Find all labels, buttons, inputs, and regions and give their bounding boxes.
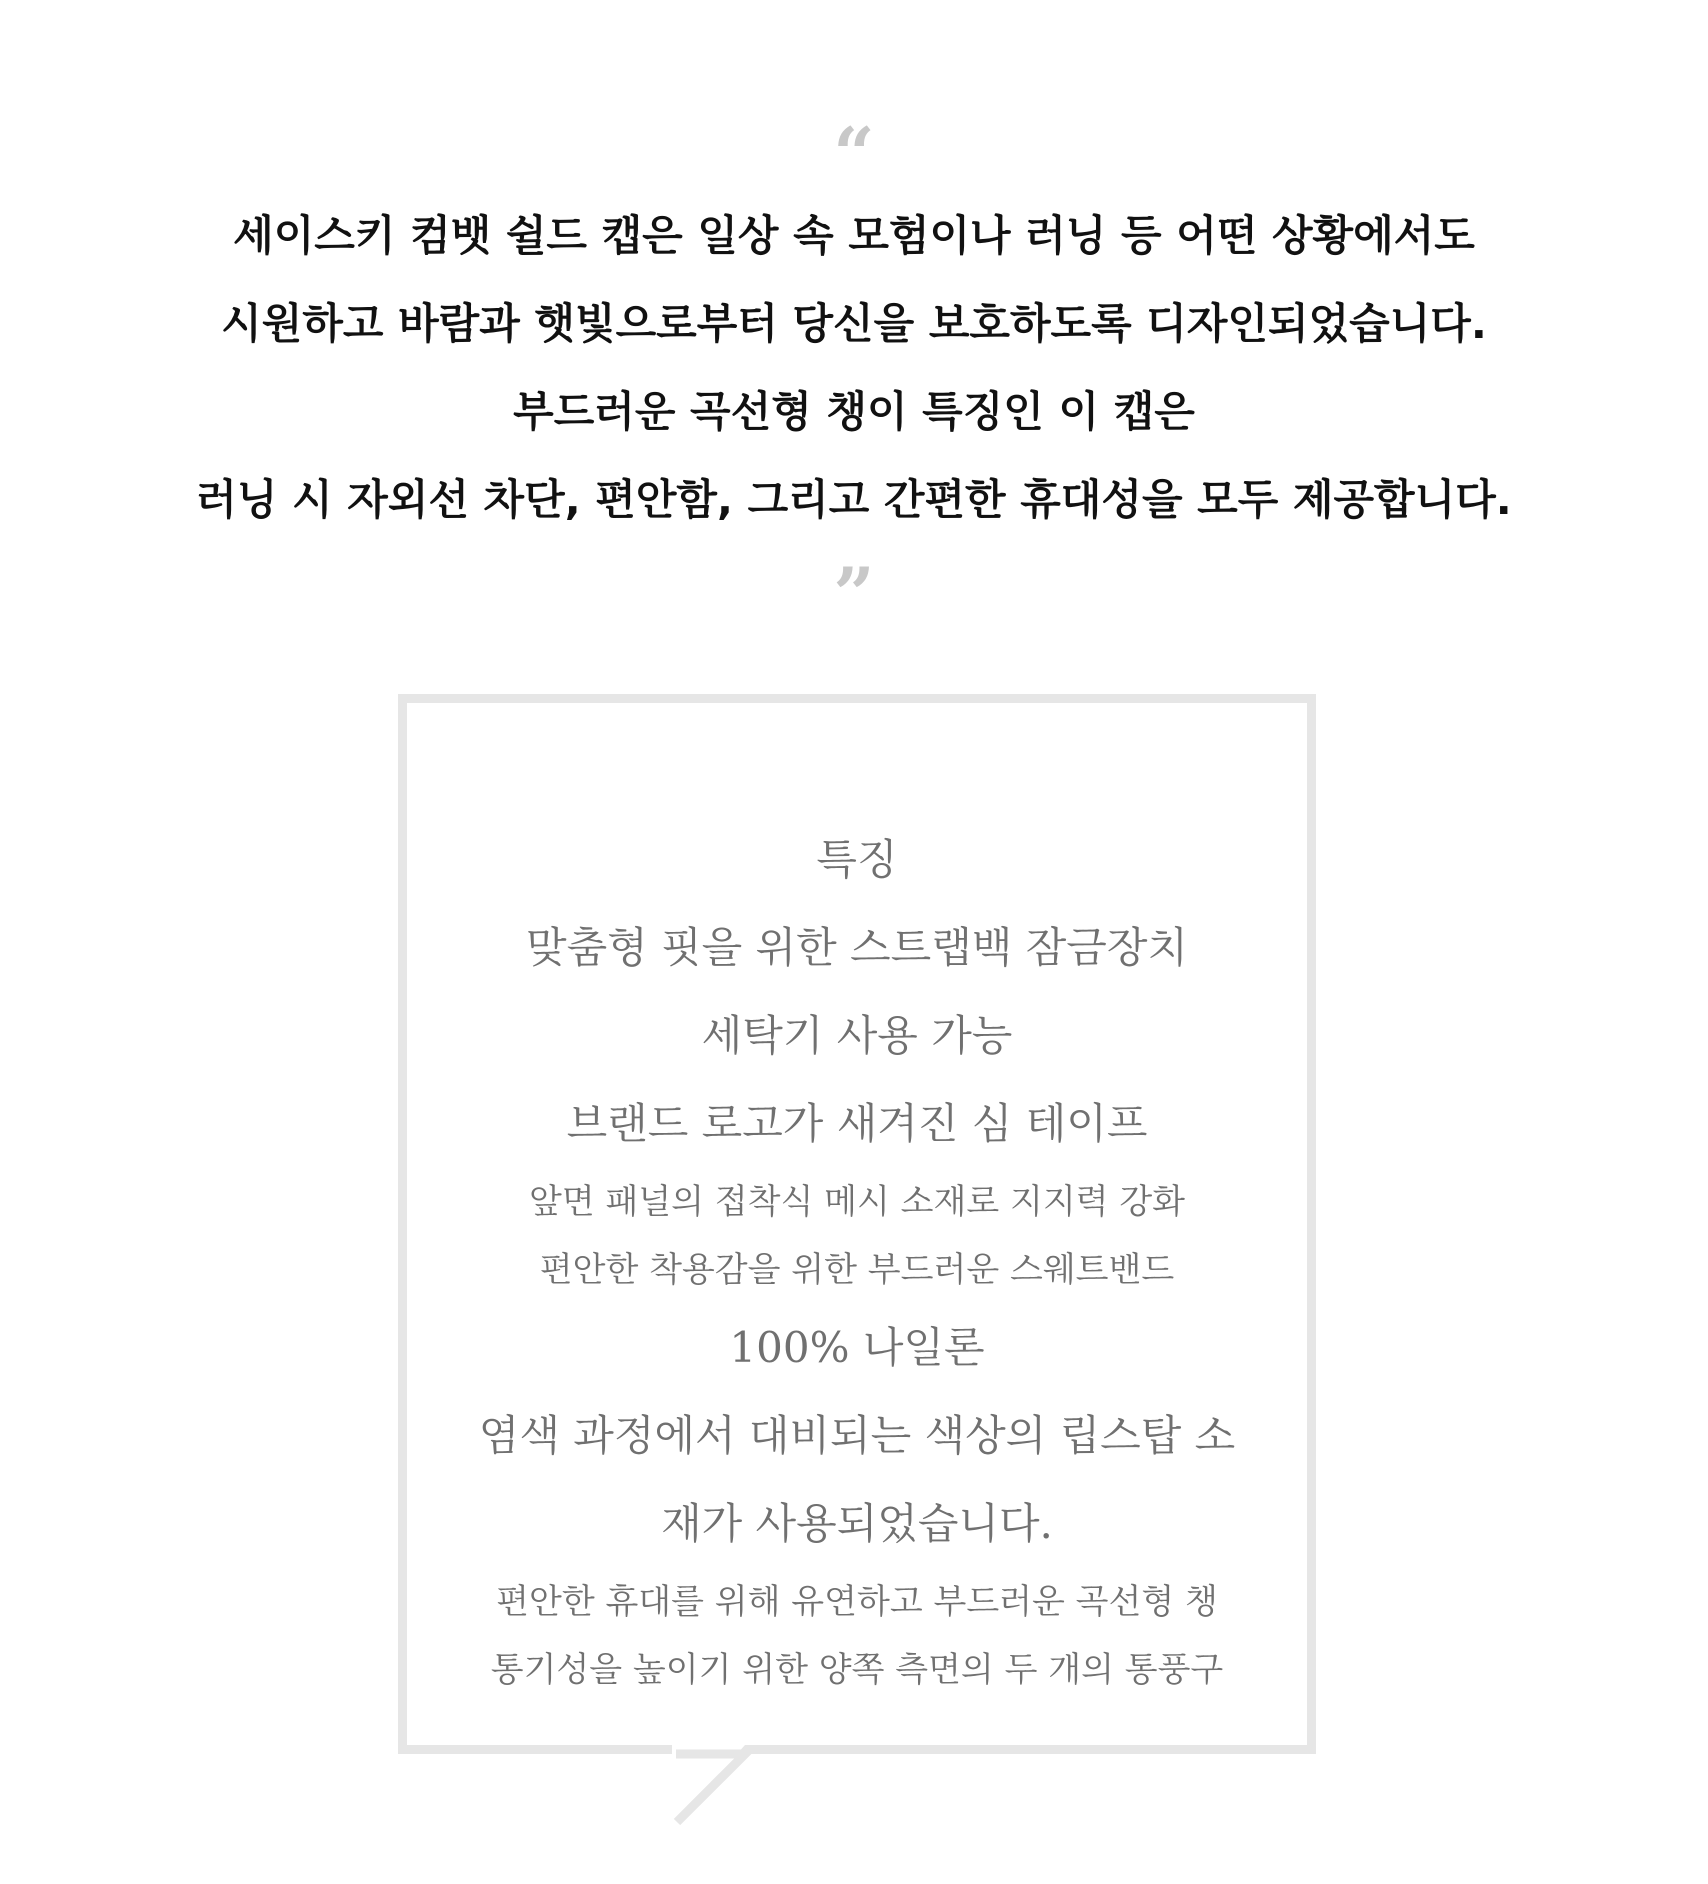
open-quote-mark: “ xyxy=(833,111,875,196)
intro-quote xyxy=(0,192,1708,544)
feature-item: 염색 과정에서 대비되는 색상의 립스탑 소 xyxy=(478,1411,1236,1460)
feature-item: 세탁기 사용 가능 xyxy=(701,1011,1013,1060)
feature-item: 100% 나일론 xyxy=(729,1323,985,1372)
feature-item: 재가 사용되었습니다. xyxy=(661,1499,1053,1548)
feature-item: 앞면 패널의 접착식 메시 소재로 지지력 강화 xyxy=(528,1182,1186,1222)
intro-line-3: 부드러운 곡선형 챙이 특징인 이 캡은 xyxy=(513,387,1195,436)
features-title: 특징 xyxy=(816,835,898,884)
close-quote-mark: ” xyxy=(833,551,875,636)
intro-line-2: 시원하고 바람과 햇빛으로부터 당신을 보호하도록 디자인되었습니다. xyxy=(221,299,1487,348)
features-list xyxy=(398,816,1316,1704)
intro-line-1: 세이스키 컴뱃 쉴드 캡은 일상 속 모험이나 러닝 등 어떤 상황에서도 xyxy=(233,211,1475,260)
feature-item: 편안한 휴대를 위해 유연하고 부드러운 곡선형 챙 xyxy=(496,1582,1218,1622)
feature-item: 브랜드 로고가 새겨진 심 테이프 xyxy=(566,1099,1148,1148)
intro-line-4: 러닝 시 자외선 차단, 편안함, 그리고 간편한 휴대성을 모두 제공합니다. xyxy=(196,475,1512,524)
feature-item: 편안한 착용감을 위한 부드러운 스웨트밴드 xyxy=(539,1250,1175,1290)
feature-item: 통기성을 높이기 위한 양쪽 측면의 두 개의 통풍구 xyxy=(490,1650,1224,1690)
feature-item: 맞춤형 핏을 위한 스트랩백 잠금장치 xyxy=(526,923,1188,972)
